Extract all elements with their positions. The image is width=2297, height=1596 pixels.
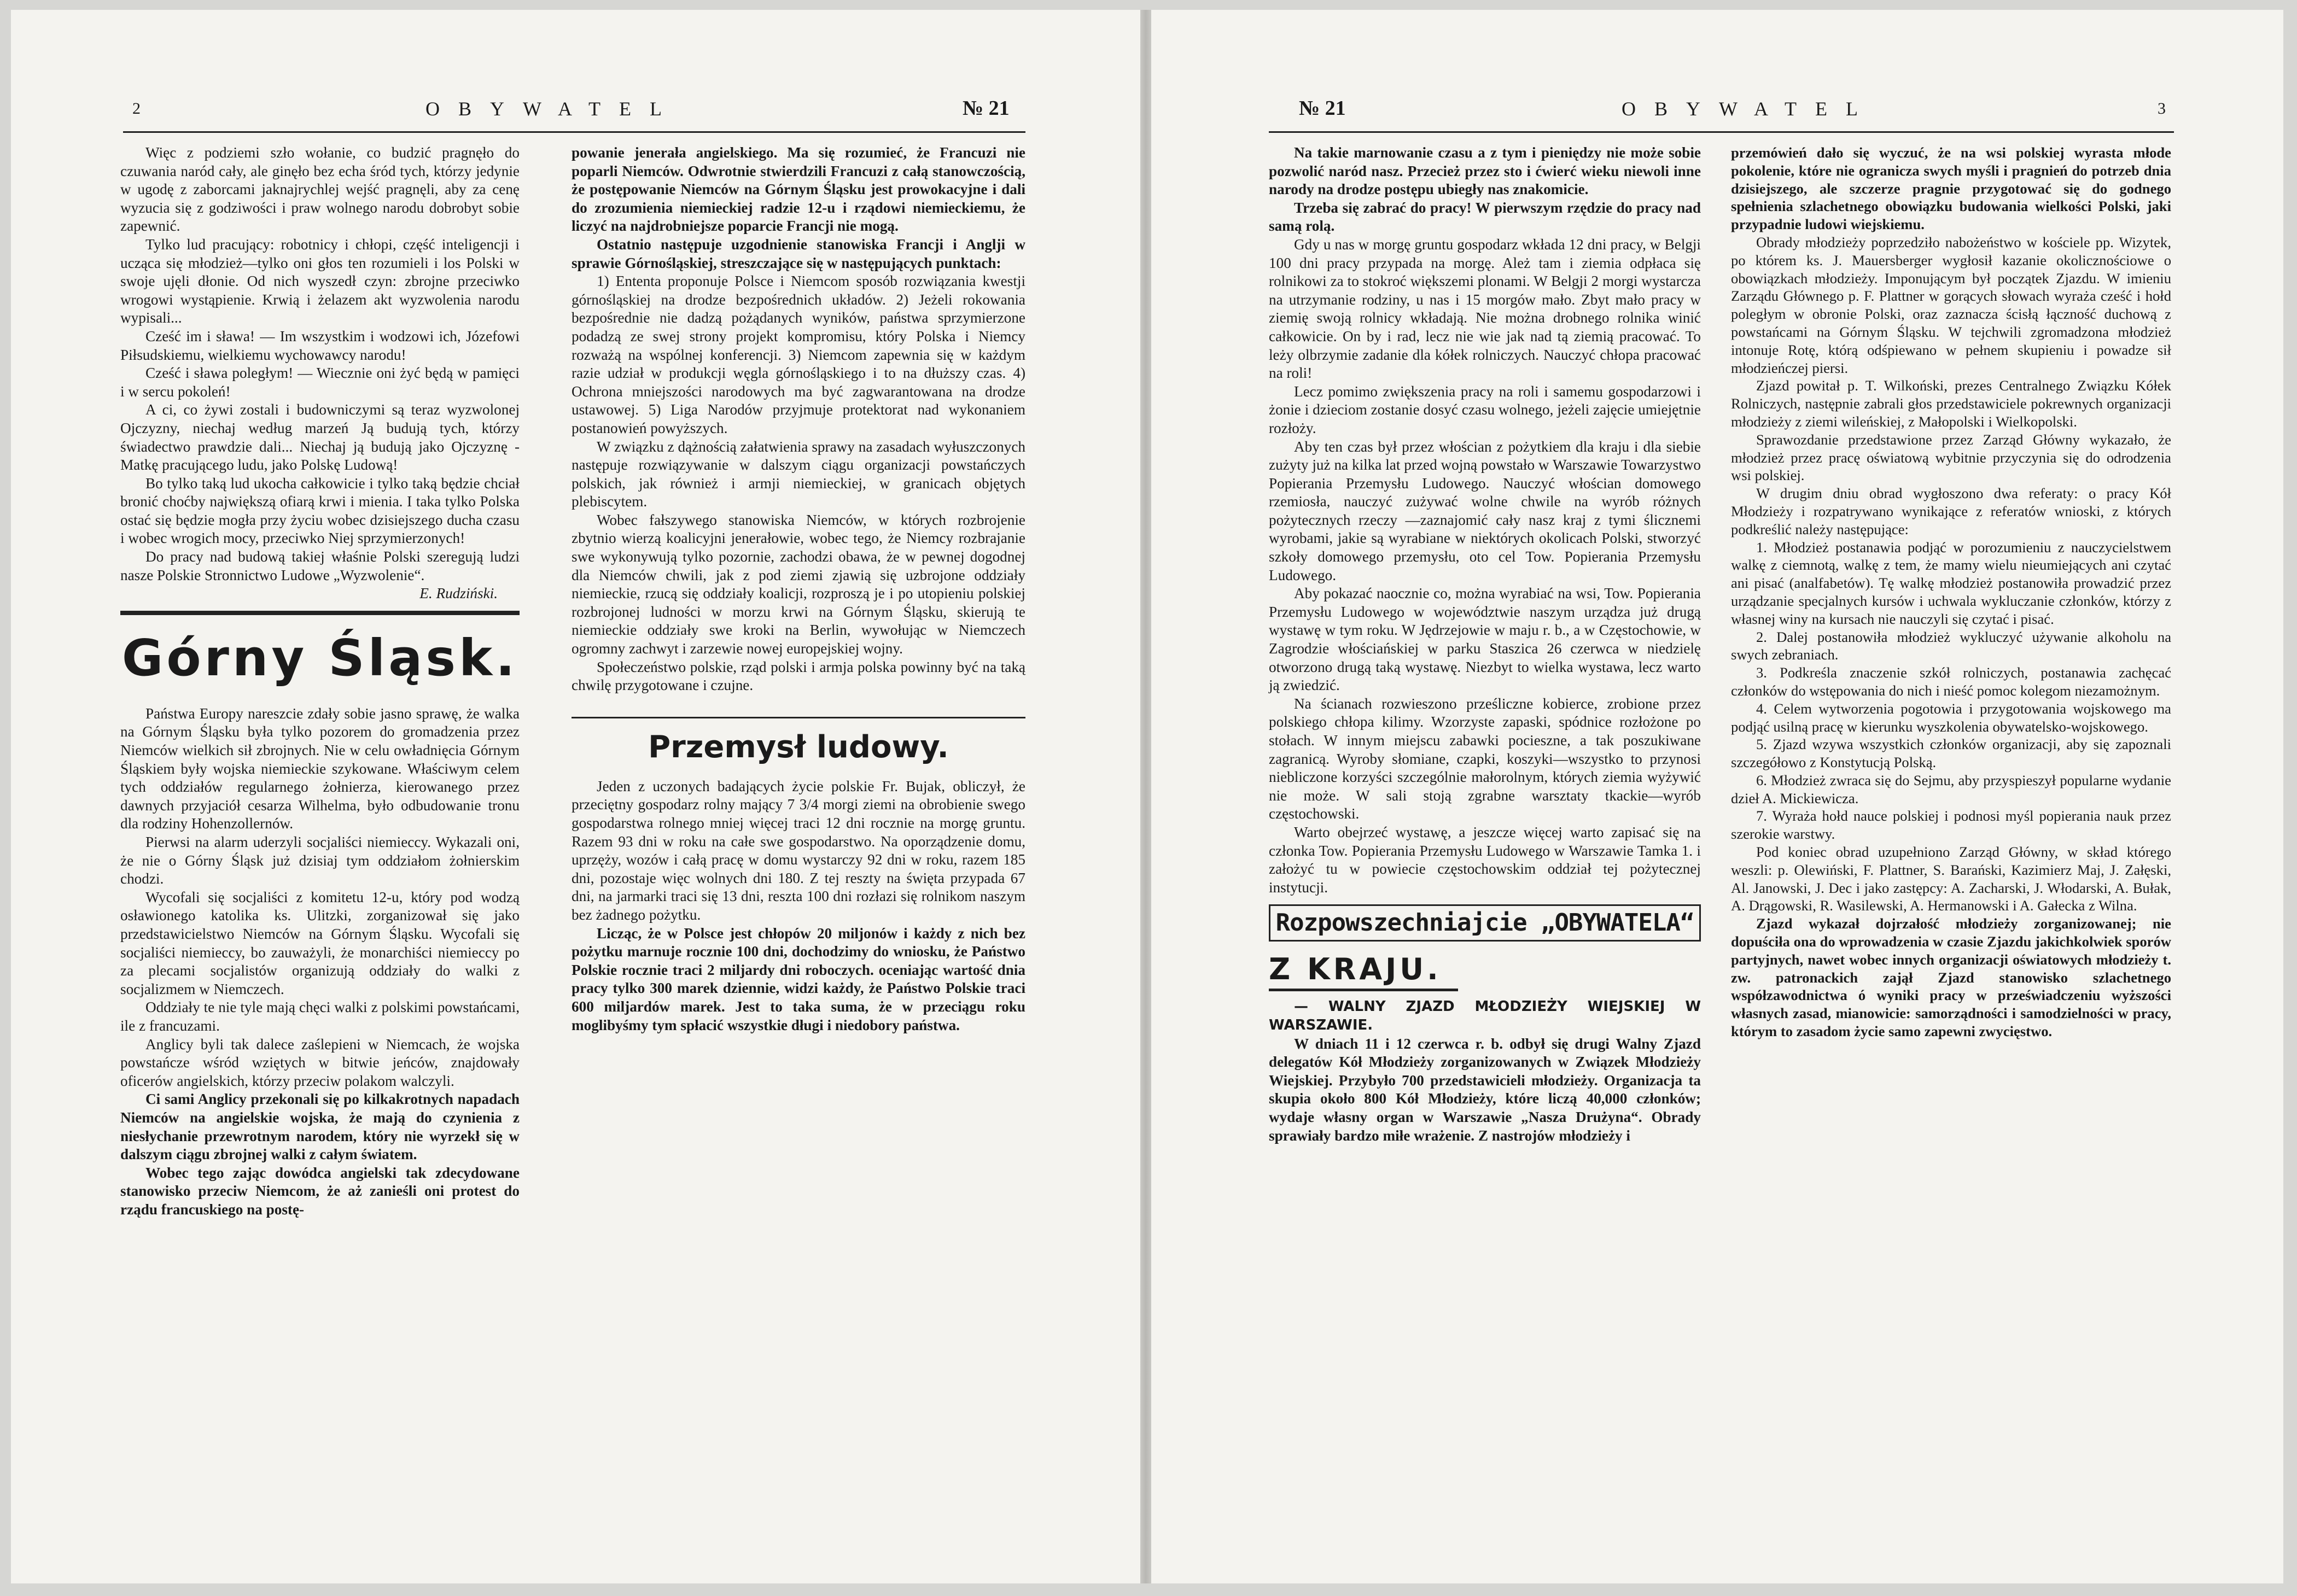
paragraph: Społeczeństwo polskie, rząd polski i armja polska powinny być na taką chwilę przygotowane i czujne. xyxy=(572,658,1025,694)
paragraph: Wycofali się socjaliści z komitetu 12-u, który pod wodzą osławionego katolika ks. Ulitzki, zorganizował się jako przedstawicielstwo Niemców na Górnym Śląsku. Wycofali się socjaliści niemieccy, bo zauważyli, że monarchiści niemieccy po za plecami socjalistów organizują oddziały do walki z socjalizmem w Niemczech. xyxy=(120,888,520,997)
right-column-1 xyxy=(1269,144,1701,1145)
left-column-1 xyxy=(120,144,520,1219)
paragraph: Lecz pomimo zwiększenia pracy na roli i samemu gospodarzowi i żonie i dzieciom zostanie dosyć czasu wolnego, jeżeli zajęcie umiejętnie rozłoży. xyxy=(1269,383,1701,436)
paragraph: Zjazd powitał p. T. Wilkoński, prezes Centralnego Związku Kółek Rolniczych, następnie zabrali głos przedstawiciele pokrewnych organizacji młodzieży z ziemi wileńskiej, z Małopolski i Wielkopolski. xyxy=(1731,377,2171,430)
paragraph: Jeden z uczonych badających życie polskie Fr. Bujak, obliczył, że przeciętny gospodarz rolny mający 7 3/4 morgi ziemi na obrobienie swego gospodarstwa rolnego mniej więcej traci 12 dni rocznie na morgę gruntu. Razem 93 dni w roku na całe swe gospodarstwo. Na oporządzenie domu, uprzęży, wozów i całą pracę w domu wystarczy 92 dni w roku, razem 185 dni, pozostaje więc wolnych dni 180. Z tej reszty na święta przypada 67 dni, na jarmarki traci się 13 dni, reszta 100 dni rozłazi się rolnikom naszym bez żadnego pożytku. xyxy=(572,777,1025,923)
left-column-2 xyxy=(572,144,1025,1034)
issue-number: № 21 xyxy=(1299,97,1346,120)
paragraph: W dniach 11 i 12 czerwca r. b. odbył się drugi Walny Zjazd delegatów Kół Młodzieży zorganizowanych w Związek Młodzieży Wiejskiej. Przybyło 700 przedstawicieli młodzieży. Organizacja ta skupia około 800 Kół Młodzieży, które liczą 40,000 członków; wydaje własny organ w Warszawie „Nasza Drużyna“. Obrady sprawiały bardzo miłe wrażenie. Z nastrojów młodzieży i xyxy=(1269,1035,1701,1144)
paragraph: Sprawozdanie przedstawione przez Zarząd Główny wykazało, że młodzież przez pracę oświatową wybitnie przyczynia się do odrodzenia wsi polskiej. xyxy=(1731,431,2171,484)
header-rule xyxy=(123,131,1025,133)
paragraph: Pod koniec obrad uzupełniono Zarząd Główny, w skład którego weszli: p. Olewiński, F. Plattner, S. Barański, Kazimierz Maj, J. Załęski, Al. Janowski, J. Dec i jako zastępcy: A. Zacharski, J. Włodarski, A. Bułak, A. Drągowski, R. Wasilewski, A. Hermanowski i A. Gałecka z Wilna. xyxy=(1731,844,2171,914)
list-item: 2. Dalej postanowiła młodzież wykluczyć używanie alkoholu na swych zebraniach. xyxy=(1731,628,2171,663)
paragraph: Na takie marnowanie czasu a z tym i pieniędzy nie może sobie pozwolić naród nasz. Przecież przez sto i ćwierć wieku niewoli inne narody na drodze postępu ubiegły nas znakomicie. xyxy=(1269,144,1701,198)
paragraph: Oddziały te nie tyle mają chęci walki z polskimi powstańcami, ile z francuzami. xyxy=(120,999,520,1034)
right-column-2 xyxy=(1731,144,2171,1040)
paragraph: powanie jenerała angielskiego. Ma się rozumieć, że Francuzi nie poparli Niemców. Odwrotnie stwierdzili Francuzi z całą stanowczością, że postępowanie Niemców na Górnym Śląsku jest prowokacyjne i dali do zrozumienia niemieckiej radzie 12-u i rządowi niemieckiemu, że liczyć na najdrobniejsze poparcie Francji nie mogą. xyxy=(572,144,1025,235)
paragraph: Obrady młodzieży poprzedziło nabożeństwo w kościele pp. Wizytek, po którem ks. J. Mauersberger wygłosił kazanie okolicznościowe o obowiązkach młodzieży. Imponującym był początek Zjazdu. W imieniu Zarządu Głównego p. F. Plattner w gorących słowach wyraża cześć i hołd poległym w obronie Polski, oraz zaznacza ścisłą łączność duchową z powstańcami na Górnym Śląsku. W tejchwili zgromadzona młodzież intonuje Rotę, którą odśpiewano w pełnem skupieniu i powadze sił młodzieńczej piersi. xyxy=(1731,233,2171,376)
section-divider xyxy=(120,611,520,615)
paragraph: Aby ten czas był przez włościan z pożytkiem dla kraju i dla siebie zużyty już na kilka lat przed wojną powstało w Warszawie Towarzystwo Popierania Przemysłu Ludowego. Nauczyć włościan domowego rzemiosła, nauczyć zużywać wolne chwile na wyrób różnych pożytecznych rzeczy —zaznajomić cały nasz kraj z tymi ślicznemi wyrobami, jakie są wyrabiane w niektórych okolicach Polski, stworzyć szkoły domowego przemysłu, oto cel Tow. Popierania Przemysłu Ludowego. xyxy=(1269,438,1701,583)
article-subheadline: — WALNY ZJAZD MŁODZIEŻY WIEJSKIEJ W WARSZAWIE. xyxy=(1269,998,1701,1033)
page-number: 3 xyxy=(2158,100,2166,118)
paragraph: Wobec fałszywego stanowiska Niemców, w których rozbrojenie zbytnio wierzą koalicyjni jenerałowie, wobec tego, że Niemcy rozbrajanie swe wykonywują tylko pozornie, zachodzi obawa, że w pewnej dogodnej dla Niemców chwili, jak z pod ziemi zjawią się uzbrojone oddziały niemieckie, rzucą się oddziały koalicji, rozproszą je i po utopieniu polskiej rozbrojonej ludności w morzu krwi na Górnym Śląsku, skierują te niemieckie oddziały swe kroki na Berlin, wywołując w Niemczech ogromny zachwyt i zarzewie nowej europejskiej wojny. xyxy=(572,511,1025,657)
left-page-header xyxy=(11,92,1140,125)
section-divider xyxy=(572,717,1025,718)
paragraph: Cześć i sława poległym! — Wiecznie oni żyć będą w pamięci i w sercu pokoleń! xyxy=(120,365,520,400)
list-item: 3. Podkreśla znaczenie szkół rolniczych, postanawia zachęcać członków do wstępowania do nich i nieść pomoc kolegom niezamożnym. xyxy=(1731,664,2171,699)
list-item: 7. Wyraża hołd nauce polskiej i podnosi myśl popierania nauk przez szerokie warstwy. xyxy=(1731,808,2171,843)
paragraph: Aby pokazać naocznie co, można wyrabiać na wsi, Tow. Popierania Przemysłu Ludowego w województwie naszym urządza już drugą wystawę w tym roku. W Jędrzejowie w maju r. b., a w Częstochowie, w Zagrodzie włościańskiej w parku Staszica 26 czerwca w niedzielę otworzono drugą taką wystawę. Niezbyt to wielka wystawa, lecz warto ją zwiedzić. xyxy=(1269,585,1701,694)
article-headline: Górny Śląsk. xyxy=(121,628,518,687)
paragraph: Gdy u nas w morgę gruntu gospodarz wkłada 12 dni pracy, w Belgji 100 dni pracy przypada na morgę. Ależ tam i ziemia odpłaca się rolnikowi za to stokroć większemi plonami. W Belgji 2 morgi wystarcza na utrzymanie rodziny, u nas i 15 morgów mało. Zbyt mało pracy w ziemię swoją rolnicy wkładają. Nie można drobnego rolnika winić całkowicie. On by i rad, lecz nie wie jak nad tą ziemią pracować. To leży olbrzymie zadanie dla kółek rolniczych. Nauczyć chłopa pracować na roli! xyxy=(1269,236,1701,382)
paragraph: W związku z dążnością załatwienia sprawy na zasadach wyłuszczonych następuje rozwiązywanie w dalszym ciągu organizacji powstańczych polskich, jak również i armji niemieckiej, w granicach objętych plebiscytem. xyxy=(572,438,1025,510)
paragraph: Państwa Europy nareszcie zdały sobie jasno sprawę, że walka na Górnym Śląsku była tylko pozorem do gromadzenia przez Niemców wielkich sił zbrojnych. Nie w celu owładnięcia Górnym Śląskiem były wojska niemieckie szykowane. Właściwym celem tych oddziałów regularnego żołnierza, kierowanego przez dawnych przyjaciół cesarza Wilhelma, było odbudowanie tronu dla rodziny Hohenzollernów. xyxy=(120,705,520,832)
masthead: OBYWATEL xyxy=(1622,98,1876,120)
paragraph: Na ścianach rozwieszono prześliczne kobierce, zrobione przez polskiego chłopa kilimy. Wzorzyste zapaski, spódnice rozłożone po stołach. W innym miejscu zabawki pocieszne, a tak poszukiwane zagranicą. Wyroby słomiane, czapki, koszyki—wszystko to przynosi niebliczone korzyści szczególnie małorolnym, których ziemia wyżywić nie może. W sali stoją zgrabne warsztaty tkackie—wyrób częstochowski. xyxy=(1269,695,1701,822)
paragraph: Tylko lud pracujący: robotnicy i chłopi, część inteligencji i ucząca się młodzież—tylko oni głos ten rozumieli i los Polski w swoje ujęli dłonie. Od nich wyszedł czyn: zbrojne przeciwko wrogowi wystąpienie. Krwią i żelazem akt wyzwolenia narodu wypisali... xyxy=(120,236,520,326)
list-item: 5. Zjazd wzywa wszystkich członków organizacji, aby się zapoznali szczegółowo z Konstytucją Polską. xyxy=(1731,736,2171,771)
paragraph: Licząc, że w Polsce jest chłopów 20 miljonów i każdy z nich bez pożytku marnuje rocznie 100 dni, dochodzimy do wniosku, że Państwo Polskie rocznie traci 2 miljardy dni roboczych. oceniając wartość dnia pracy tylko 300 marek dziennie, widzi każdy, że Państwo Polskie traci 600 miljardów marek. Jest to taka suma, że w przeciągu roku moglibyśmy tym spłacić wszystkie długi i niedobory państwa. xyxy=(572,925,1025,1033)
right-page xyxy=(1151,10,2283,1583)
promo-banner: Rozpowszechniajcie „OBYWATELA“ xyxy=(1269,904,1701,942)
paragraph: Bo tylko taką lud ukocha całkowicie i tylko taką będzie chciał bronić choćby największą ofiarą krwi i mienia. I taka tylko Polska ostać się będzie mogła przy życiu wobec dzisiejszego ducha czasu i wobec wrogich mocy, przeciwko Niej sprzymierzonych! xyxy=(120,475,520,547)
paragraph: Ci sami Anglicy przekonali się po kilkakrotnych napadach Niemców na angielskie wojska, że mają do czynienia z niesłychanie przewrotnym narodem, który nie wyrzekł się w dalszym ciągu zbrojnej walki z całym światem. xyxy=(120,1091,520,1163)
paragraph: Anglicy byli tak dalece zaślepieni w Niemcach, że wojska powstańcze wśród wziętych w bitwie jeńców, znajdowały oficerów angielskich, którzy przeciw polakom walczyli. xyxy=(120,1036,520,1089)
paragraph: A ci, co żywi zostali i budowniczymi są teraz wyzwolonej Ojczyzny, niechaj według marzeń Ją budują tych, którzy świadectwo prawdzie dali... Niechaj ją budują jako Ojczyznę - Matkę pracującego ludu, jako Polskę Ludową! xyxy=(120,401,520,473)
list-item: 1. Młodzież postanawia podjąć w porozumieniu z nauczycielstwem walkę z ciemnotą, walkę z tem, że mamy wielu nieumiejących ani czytać ani pisać (analfabetów). Tę walkę młodzież postanowiła prowadzić przez urządzanie specjalnych kursów i uchwala wykluczanie członków, którzy z własnej winy na kursach nie nauczyli się czytać i pisać. xyxy=(1731,539,2171,627)
paragraph: Do pracy nad budową takiej właśnie Polski szeregują ludzi nasze Polskie Stronnictwo Ludowe „Wyzwolenie“. xyxy=(120,548,520,583)
list-item: 4. Celem wytworzenia pogotowia i przygotowania wojskowego ma podjąć usilną pracę w kierunku wyszkolenia obywatelsko-wojskowego. xyxy=(1731,700,2171,735)
paragraph: Zjazd wykazał dojrzałość młodzieży zorganizowanej; nie dopuściła ona do wprowadzenia w czasie Zjazdu jakichkolwiek sporów partyjnych, nawet wobec innych organizacji oświatowych młodzieży t. zw. patronackich zajął Zjazd stanowisko szlachetnego współzawodnictwa ó wyniki pracy w przeświadczeniu wyższości własnych zasad, mianowicie: samorządności i samodzielności w pracy, którym to zasadom życie samo zapewni zwycięstwo. xyxy=(1731,915,2171,1040)
paragraph: Pierwsi na alarm uderzyli socjaliści niemieccy. Wykazali oni, że nie o Górny Śląsk już dzisiaj tym oddziałom żołnierskim chodzi. xyxy=(120,834,520,887)
right-page-header xyxy=(1151,92,2283,125)
left-page xyxy=(11,10,1140,1583)
article-headline: Przemysł ludowy. xyxy=(648,729,949,765)
list-item: 6. Młodzież zwraca się do Sejmu, aby przyspieszył popularne wydanie dzieł A. Mickiewicza. xyxy=(1731,771,2171,806)
paragraph: Cześć im i sława! — Im wszystkim i wodzowi ich, Józefowi Piłsudskiemu, wielkiemu wychowawcy narodu! xyxy=(120,328,520,363)
paragraph: Warto obejrzeć wystawę, a jeszcze więcej warto zapisać się na członka Tow. Popierania Przemysłu Ludowego w Warszawie Tamka 1. i założyć tu w powiecie częstochowskim oddział tej pożytecznej instytucji. xyxy=(1269,823,1701,896)
paragraph: Wobec tego zając dowódca angielski tak zdecydowane stanowisko przeciw Niemcom, że aż zanieśli oni protest do rządu francuskiego na postę- xyxy=(120,1164,520,1218)
header-rule xyxy=(1269,131,2174,133)
section-headline: Z KRAJU. xyxy=(1269,950,1458,991)
page-gutter xyxy=(1140,10,1151,1583)
paragraph: przemówień dało się wyczuć, że na wsi polskiej wyrasta młode pokolenie, które nie ogranicza swych myśli i pragnień do potrzeb dnia dzisiejszego, ale szczerze pragnie przygotować się do godnego spełnienia szlachetnego obowiązku budowania wielkości Polski, jaki przypadnie ludowi wiejskiemu. xyxy=(1731,144,2171,233)
paragraph: W drugim dniu obrad wygłoszono dwa referaty: o pracy Kół Młodzieży i rozpatrywano wynikające z referatów wnioski, z których podkreślić należy następujące: xyxy=(1731,485,2171,537)
signature: E. Rudziński. xyxy=(419,585,498,602)
page-number: 2 xyxy=(132,100,141,118)
paragraph: 1) Ententa proponuje Polsce i Niemcom sposób rozwiązania kwestji górnośląskiej na drodze bezpośrednich układów. 2) Jeżeli rokowania bezpośrednie nie dadzą pożądanych wyników, państwa sprzymierzone podadzą ze swej strony projekt kompromisu, który Polska i Niemcy rozważą na wspólnej konferencji. 3) Niemcom zapewnia się w każdym razie udział w produkcji węgla górnośląskiego i to na dłuższy czas. 4) Ochrona mniejszości narodowych ma być zagwarantowana na drodze ustawowej. 5) Liga Narodów przyjmuje protektorat nad wykonaniem postanowień powyższych. xyxy=(572,273,1025,436)
paragraph: Ostatnio następuje uzgodnienie stanowiska Francji i Anglji w sprawie Górnośląskiej, streszczające się w następujących punktach: xyxy=(572,236,1025,271)
paragraph: Trzeba się zabrać do pracy! W pierwszym rzędzie do pracy nad samą rolą. xyxy=(1269,199,1701,235)
paragraph: Więc z podziemi szło wołanie, co budzić pragnęło do czuwania naród cały, ale ginęło bez echa śród tych, którzy jedynie w ugodę z zaborcami jaknajrychlej wejść pragnęli, aby za cenę wyzucia się z godziwości i praw wolnego narodu dobrobyt sobie zapewnić. xyxy=(120,144,520,235)
masthead: OBYWATEL xyxy=(425,98,680,120)
issue-number: № 21 xyxy=(963,97,1010,120)
